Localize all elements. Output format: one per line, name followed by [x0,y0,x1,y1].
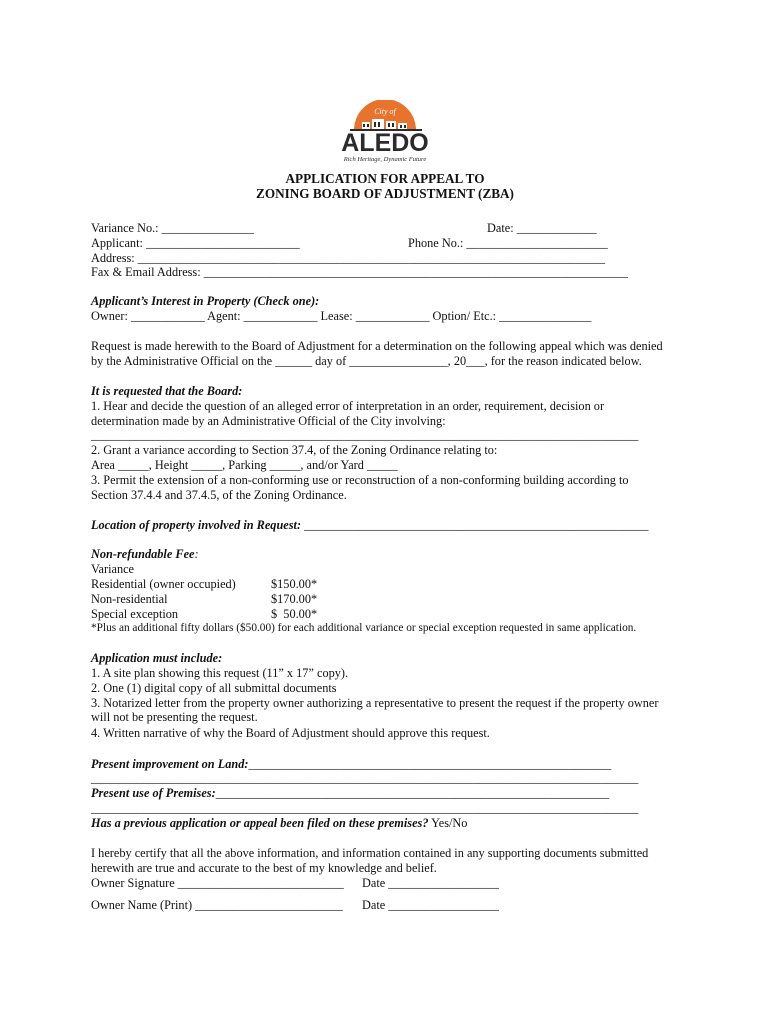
premises-row[interactable] [91,786,609,800]
premises-blank[interactable]: ________________________________________________________________ [215,786,610,800]
signature-date-field[interactable]: Date __________________ [362,876,499,890]
certify-line-2: herewith are true and accurate to the best of my knowledge and belief. [91,861,437,875]
owner-signature-field[interactable]: Owner Signature ___________________________ [91,876,344,890]
fee-row-label: Residential (owner occupied) [91,577,236,591]
board-item1-line-a: 1. Hear and decide the question of an alleged error of interpretation in an order, requirement, decision or [91,399,605,413]
include-item-1: 1. A site plan showing this request (11” x 17” copy). [91,666,349,680]
fee-row-amount: $150.00* [271,577,318,591]
location-label: Location of property involved in Request: [91,518,302,532]
board-item2-line-a: 2. Grant a variance according to Section 37.4, of the Zoning Ordinance relating to: [91,443,498,457]
date-field[interactable]: Date: _____________ [487,221,597,235]
board-heading: It is requested that the Board: [91,384,243,398]
logo-name: ALEDO [341,129,429,157]
premises-label: Present use of Premises: [91,786,216,800]
phone-field[interactable]: Phone No.: _______________________ [408,236,608,250]
improvement-row[interactable] [91,757,611,771]
previous-row[interactable] [91,816,467,830]
fee-row-label: Non-residential [91,592,168,606]
include-item-3b: will not be presenting the request. [91,710,258,724]
include-item-3a: 3. Notarized letter from the property owner authorizing a representative to present the request if the property owner [91,696,659,710]
certify-line-1: I hereby certify that all the above information, and information contained in any supporting documents submitted [91,846,649,860]
improvement-label: Present improvement on Land: [91,757,249,771]
title-line-1: APPLICATION FOR APPEAL TO [285,171,485,186]
title-line-2: ZONING BOARD OF ADJUSTMENT (ZBA) [256,186,514,201]
premises-blank-2[interactable]: _________________________________________________________________________________________ [91,801,639,815]
request-line-1: Request is made herewith to the Board of Adjustment for a determination on the following appeal which was denied [91,339,663,353]
improvement-blank-2[interactable]: _________________________________________________________________________________________ [91,771,639,785]
applicant-field[interactable]: Applicant: _________________________ [91,236,300,250]
board-item1-blank[interactable]: _________________________________________________________________________________________ [91,428,639,442]
city-logo [330,100,442,164]
improvement-blank[interactable]: ___________________________________________________________ [248,757,612,771]
include-item-4: 4. Written narrative of why the Board of Adjustment should approve this request. [91,726,490,740]
logo-tagline: Rich Heritage, Dynamic Future [343,156,427,163]
variance-field[interactable]: Variance No.: _______________ [91,221,254,235]
print-date-field[interactable]: Date __________________ [362,898,499,912]
board-item2-line-b[interactable]: Area _____, Height _____, Parking _____, and/or Yard _____ [91,458,398,472]
include-item-2: 2. One (1) digital copy of all submittal documents [91,681,337,695]
fee-note: *Plus an additional fifty dollars ($50.00) for each additional variance or special exception requested in same application. [91,622,637,634]
fee-variance-label: Variance [91,562,135,576]
fee-row-label: Special exception [91,607,179,621]
board-item1-line-b: determination made by an Administrative Official of the City involving: [91,414,446,428]
include-heading: Application must include: [91,651,223,665]
previous-answer[interactable]: Yes/No [428,816,468,830]
address-field[interactable]: Address: ____________________________________________________________________________ [91,251,606,265]
board-item3-line-a: 3. Permit the extension of a non-conforming use or reconstruction of a non-conforming building according to [91,473,629,487]
fee-heading: Non-refundable Fee [91,547,195,561]
location-row[interactable] [91,518,648,532]
location-blank[interactable]: ________________________________________________________ [301,518,649,532]
previous-label: Has a previous application or appeal been filed on these premises? [91,816,429,830]
interest-heading: Applicant’s Interest in Property (Check one): [91,294,320,308]
fax-email-field[interactable]: Fax & Email Address: _____________________________________________________________________ [91,265,628,279]
fee-heading-row [91,547,199,561]
fee-heading-colon: : [194,547,199,561]
request-line-2[interactable]: by the Administrative Official on the ______ day of ________________, 20___, for the reason indicated below. [91,354,642,368]
interest-options[interactable]: Owner: ____________ Agent: ____________ Lease: ____________ Option/ Etc.: _______________ [91,309,592,323]
fee-row-amount: $ 50.00* [271,607,318,621]
board-item3-line-b: Section 37.4.4 and 37.4.5, of the Zoning Ordinance. [91,488,347,502]
owner-name-field[interactable]: Owner Name (Print) ________________________ [91,898,343,912]
fee-row-amount: $170.00* [271,592,318,606]
logo-city-text: City of [374,107,396,116]
